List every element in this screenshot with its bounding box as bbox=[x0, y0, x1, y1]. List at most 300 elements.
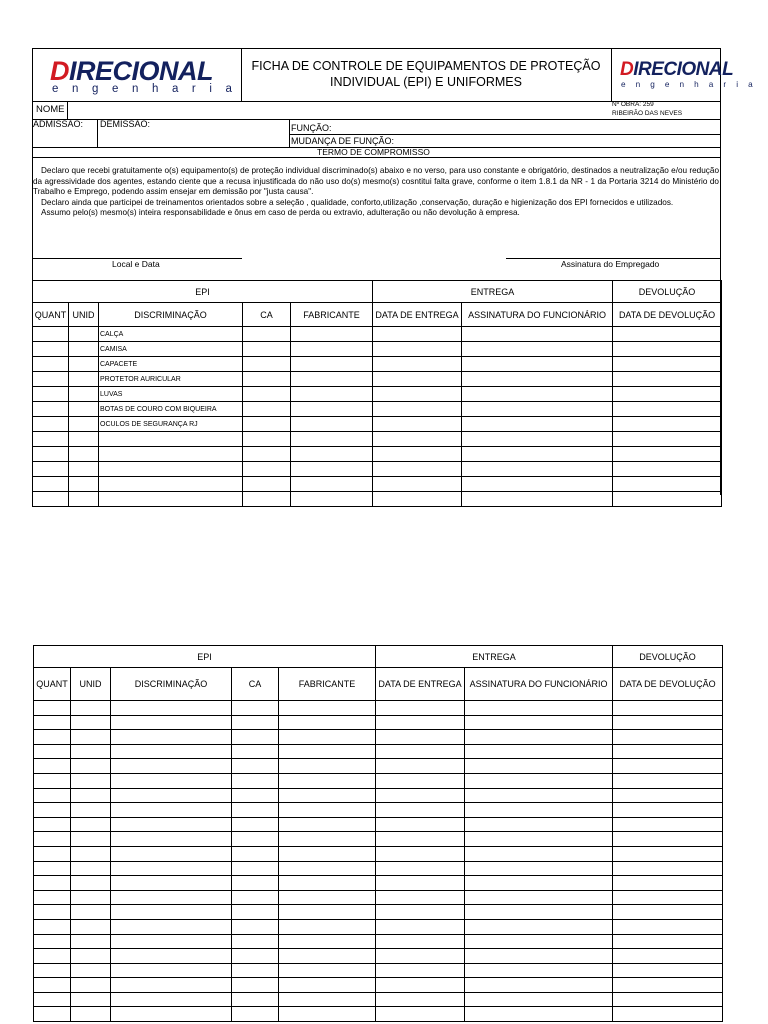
table-cell[interactable] bbox=[465, 846, 613, 861]
table-cell[interactable] bbox=[71, 876, 111, 891]
column-header: CA bbox=[243, 303, 291, 327]
table-cell[interactable] bbox=[33, 417, 69, 432]
item-description-cell[interactable]: CAPACETE bbox=[99, 357, 243, 372]
column-header: QUANT bbox=[34, 668, 71, 701]
table-cell[interactable] bbox=[34, 788, 71, 803]
table-cell[interactable] bbox=[34, 759, 71, 774]
table-cell[interactable] bbox=[613, 992, 723, 1007]
table-cell[interactable] bbox=[613, 788, 723, 803]
table-cell[interactable] bbox=[111, 905, 232, 920]
table-cell[interactable] bbox=[111, 963, 232, 978]
table-cell[interactable] bbox=[376, 934, 465, 949]
table-cell[interactable] bbox=[373, 357, 462, 372]
table-cell[interactable] bbox=[613, 477, 722, 492]
table-cell[interactable] bbox=[33, 372, 69, 387]
table-cell[interactable] bbox=[71, 905, 111, 920]
table-cell[interactable] bbox=[33, 432, 69, 447]
table-cell[interactable] bbox=[613, 934, 723, 949]
table-cell[interactable] bbox=[33, 327, 69, 342]
table-row bbox=[33, 402, 722, 417]
table-cell[interactable] bbox=[613, 978, 723, 993]
table-cell[interactable] bbox=[373, 327, 462, 342]
table-row bbox=[34, 949, 723, 964]
table-cell[interactable] bbox=[465, 978, 613, 993]
table-cell[interactable] bbox=[111, 934, 232, 949]
table-cell[interactable] bbox=[69, 447, 99, 462]
table-cell[interactable] bbox=[111, 759, 232, 774]
table-cell[interactable] bbox=[71, 803, 111, 818]
table-cell[interactable] bbox=[465, 861, 613, 876]
table-cell[interactable] bbox=[373, 372, 462, 387]
table-cell[interactable] bbox=[376, 846, 465, 861]
table-cell[interactable] bbox=[376, 715, 465, 730]
table-cell[interactable] bbox=[69, 357, 99, 372]
table-cell[interactable] bbox=[34, 817, 71, 832]
table-cell[interactable] bbox=[34, 963, 71, 978]
table-cell[interactable] bbox=[232, 846, 279, 861]
table-cell[interactable] bbox=[71, 890, 111, 905]
table-cell[interactable] bbox=[376, 773, 465, 788]
table-cell[interactable] bbox=[291, 432, 373, 447]
table-cell[interactable] bbox=[279, 919, 376, 934]
table-cell[interactable] bbox=[462, 357, 613, 372]
table-cell[interactable] bbox=[613, 803, 723, 818]
table-cell[interactable] bbox=[376, 978, 465, 993]
item-description-cell[interactable] bbox=[99, 432, 243, 447]
table-cell[interactable] bbox=[232, 773, 279, 788]
table-cell[interactable] bbox=[34, 1007, 71, 1022]
table-cell[interactable] bbox=[373, 477, 462, 492]
table-cell[interactable] bbox=[71, 861, 111, 876]
table-cell[interactable] bbox=[373, 387, 462, 402]
table-cell[interactable] bbox=[111, 817, 232, 832]
table-cell[interactable] bbox=[69, 492, 99, 507]
table-cell[interactable] bbox=[613, 963, 723, 978]
table-cell[interactable] bbox=[232, 1007, 279, 1022]
table-cell[interactable] bbox=[232, 817, 279, 832]
table-cell[interactable] bbox=[243, 327, 291, 342]
column-header: FABRICANTE bbox=[291, 303, 373, 327]
item-description-cell[interactable] bbox=[99, 462, 243, 477]
logo-letter: D bbox=[50, 56, 69, 86]
table-cell[interactable] bbox=[291, 447, 373, 462]
table-cell[interactable] bbox=[69, 402, 99, 417]
table-cell[interactable] bbox=[34, 919, 71, 934]
table-cell[interactable] bbox=[111, 890, 232, 905]
table-cell[interactable] bbox=[291, 477, 373, 492]
table-cell[interactable] bbox=[33, 477, 69, 492]
table-cell[interactable] bbox=[34, 846, 71, 861]
table-row bbox=[33, 342, 722, 357]
table-cell[interactable] bbox=[34, 744, 71, 759]
table-cell[interactable] bbox=[613, 890, 723, 905]
table-cell[interactable] bbox=[34, 701, 71, 716]
table-cell[interactable] bbox=[291, 372, 373, 387]
table-cell[interactable] bbox=[279, 934, 376, 949]
table-cell[interactable] bbox=[232, 715, 279, 730]
table-cell[interactable] bbox=[291, 417, 373, 432]
item-description-cell[interactable]: PROTETOR AURICULAR bbox=[99, 372, 243, 387]
column-header: UNID bbox=[71, 668, 111, 701]
table-cell[interactable] bbox=[376, 963, 465, 978]
table-cell[interactable] bbox=[465, 1007, 613, 1022]
table-cell[interactable] bbox=[69, 327, 99, 342]
item-description-cell[interactable] bbox=[99, 447, 243, 462]
table-cell[interactable] bbox=[232, 949, 279, 964]
table-cell[interactable] bbox=[279, 846, 376, 861]
table-cell[interactable] bbox=[111, 846, 232, 861]
table-cell[interactable] bbox=[613, 432, 722, 447]
table-cell[interactable] bbox=[613, 342, 722, 357]
table-cell[interactable] bbox=[111, 1007, 232, 1022]
table-cell[interactable] bbox=[111, 701, 232, 716]
table-cell[interactable] bbox=[613, 462, 722, 477]
table-cell[interactable] bbox=[71, 963, 111, 978]
table-cell[interactable] bbox=[71, 759, 111, 774]
table-cell[interactable] bbox=[291, 357, 373, 372]
table-cell[interactable] bbox=[33, 462, 69, 477]
table-cell[interactable] bbox=[279, 701, 376, 716]
table-cell[interactable] bbox=[69, 462, 99, 477]
table-cell[interactable] bbox=[232, 992, 279, 1007]
table-cell[interactable] bbox=[279, 759, 376, 774]
table-cell[interactable] bbox=[613, 817, 723, 832]
table-cell[interactable] bbox=[465, 992, 613, 1007]
table-cell[interactable] bbox=[34, 803, 71, 818]
table-cell[interactable] bbox=[613, 846, 723, 861]
item-description-cell[interactable] bbox=[99, 477, 243, 492]
table-cell[interactable] bbox=[291, 327, 373, 342]
table-cell[interactable] bbox=[34, 992, 71, 1007]
table-cell[interactable] bbox=[232, 934, 279, 949]
table-cell[interactable] bbox=[243, 342, 291, 357]
table-cell[interactable] bbox=[232, 730, 279, 745]
table-cell[interactable] bbox=[279, 715, 376, 730]
table-cell[interactable] bbox=[34, 861, 71, 876]
table-row bbox=[34, 817, 723, 832]
table-cell[interactable] bbox=[613, 1007, 723, 1022]
table-cell[interactable] bbox=[376, 701, 465, 716]
table-cell[interactable] bbox=[71, 919, 111, 934]
table-cell[interactable] bbox=[465, 890, 613, 905]
table-cell[interactable] bbox=[279, 992, 376, 1007]
table-cell[interactable] bbox=[373, 342, 462, 357]
table-row bbox=[34, 744, 723, 759]
company-logo-right bbox=[620, 59, 757, 94]
table-cell[interactable] bbox=[71, 832, 111, 847]
table-cell[interactable] bbox=[243, 402, 291, 417]
table-cell[interactable] bbox=[613, 715, 723, 730]
table-cell[interactable] bbox=[373, 447, 462, 462]
table-cell[interactable] bbox=[34, 730, 71, 745]
table-row bbox=[34, 905, 723, 920]
table-cell[interactable] bbox=[111, 715, 232, 730]
table-cell[interactable] bbox=[243, 387, 291, 402]
table-cell[interactable] bbox=[232, 978, 279, 993]
table-cell[interactable] bbox=[33, 492, 69, 507]
table-cell[interactable] bbox=[613, 357, 722, 372]
table-cell[interactable] bbox=[465, 788, 613, 803]
table-cell[interactable] bbox=[71, 1007, 111, 1022]
table-cell[interactable] bbox=[71, 934, 111, 949]
table-cell[interactable] bbox=[376, 832, 465, 847]
table-cell[interactable] bbox=[376, 919, 465, 934]
table-cell[interactable] bbox=[613, 905, 723, 920]
table-cell[interactable] bbox=[243, 477, 291, 492]
table-cell[interactable] bbox=[111, 978, 232, 993]
table-cell[interactable] bbox=[71, 992, 111, 1007]
column-header: CA bbox=[232, 668, 279, 701]
form-title-line1: FICHA DE CONTROLE DE EQUIPAMENTOS DE PROTEÇÃO bbox=[251, 59, 601, 73]
table-cell[interactable] bbox=[613, 949, 723, 964]
table-cell[interactable] bbox=[613, 387, 722, 402]
table-row bbox=[34, 978, 723, 993]
table-cell[interactable] bbox=[376, 1007, 465, 1022]
table-cell[interactable] bbox=[465, 919, 613, 934]
table-cell[interactable] bbox=[111, 919, 232, 934]
item-description-cell[interactable]: CAMISA bbox=[99, 342, 243, 357]
table-cell[interactable] bbox=[462, 417, 613, 432]
table-cell[interactable] bbox=[34, 949, 71, 964]
table-cell[interactable] bbox=[232, 876, 279, 891]
table-cell[interactable] bbox=[613, 417, 722, 432]
table-cell[interactable] bbox=[376, 759, 465, 774]
table-cell[interactable] bbox=[376, 876, 465, 891]
table-cell[interactable] bbox=[376, 817, 465, 832]
table-cell[interactable] bbox=[376, 992, 465, 1007]
table-cell[interactable] bbox=[291, 402, 373, 417]
table-row bbox=[33, 357, 722, 372]
table-cell[interactable] bbox=[71, 978, 111, 993]
table-cell[interactable] bbox=[243, 432, 291, 447]
table-cell[interactable] bbox=[34, 890, 71, 905]
table-cell[interactable] bbox=[71, 744, 111, 759]
table-cell[interactable] bbox=[279, 890, 376, 905]
table-cell[interactable] bbox=[232, 744, 279, 759]
table-cell[interactable] bbox=[465, 905, 613, 920]
table-cell[interactable] bbox=[376, 744, 465, 759]
item-description-cell[interactable]: LUVAS bbox=[99, 387, 243, 402]
table-cell[interactable] bbox=[33, 387, 69, 402]
table-cell[interactable] bbox=[232, 701, 279, 716]
table-cell[interactable] bbox=[232, 919, 279, 934]
table-cell[interactable] bbox=[33, 402, 69, 417]
table-cell[interactable] bbox=[465, 773, 613, 788]
table-cell[interactable] bbox=[462, 432, 613, 447]
mudanca-funcao-label: MUDANÇA DE FUNÇÃO: bbox=[291, 136, 395, 146]
table-cell[interactable] bbox=[232, 905, 279, 920]
table-cell[interactable] bbox=[465, 963, 613, 978]
table-cell[interactable] bbox=[34, 876, 71, 891]
table-cell[interactable] bbox=[613, 447, 722, 462]
table-cell[interactable] bbox=[465, 949, 613, 964]
group-header-epi: EPI bbox=[34, 646, 376, 668]
table-cell[interactable] bbox=[232, 788, 279, 803]
table-cell[interactable] bbox=[111, 773, 232, 788]
table-row bbox=[33, 417, 722, 432]
table-cell[interactable] bbox=[613, 773, 723, 788]
table-cell[interactable] bbox=[111, 744, 232, 759]
table-cell[interactable] bbox=[462, 327, 613, 342]
table-cell[interactable] bbox=[613, 919, 723, 934]
table-cell[interactable] bbox=[376, 730, 465, 745]
table-cell[interactable] bbox=[111, 876, 232, 891]
table-cell[interactable] bbox=[376, 788, 465, 803]
table-cell[interactable] bbox=[71, 701, 111, 716]
table-cell[interactable] bbox=[71, 949, 111, 964]
table-cell[interactable] bbox=[111, 803, 232, 818]
table-cell[interactable] bbox=[465, 817, 613, 832]
table-cell[interactable] bbox=[279, 803, 376, 818]
item-description-cell[interactable]: OCULOS DE SEGURANÇA RJ bbox=[99, 417, 243, 432]
table-cell[interactable] bbox=[613, 402, 722, 417]
table-cell[interactable] bbox=[34, 978, 71, 993]
table-cell[interactable] bbox=[613, 701, 723, 716]
table-cell[interactable] bbox=[279, 949, 376, 964]
table-cell[interactable] bbox=[465, 876, 613, 891]
table-cell[interactable] bbox=[613, 861, 723, 876]
table-cell[interactable] bbox=[462, 492, 613, 507]
table-row bbox=[34, 773, 723, 788]
table-cell[interactable] bbox=[465, 934, 613, 949]
table-cell[interactable] bbox=[462, 402, 613, 417]
table-cell[interactable] bbox=[69, 387, 99, 402]
epi-table-2 bbox=[33, 645, 723, 1022]
table-cell[interactable] bbox=[71, 788, 111, 803]
table-cell[interactable] bbox=[69, 417, 99, 432]
table-cell[interactable] bbox=[34, 773, 71, 788]
table-cell[interactable] bbox=[232, 963, 279, 978]
table-cell[interactable] bbox=[613, 492, 722, 507]
table-cell[interactable] bbox=[34, 832, 71, 847]
table-cell[interactable] bbox=[243, 492, 291, 507]
table-cell[interactable] bbox=[111, 992, 232, 1007]
table-cell[interactable] bbox=[291, 342, 373, 357]
table-cell[interactable] bbox=[232, 803, 279, 818]
table-cell[interactable] bbox=[111, 730, 232, 745]
table-cell[interactable] bbox=[232, 832, 279, 847]
item-description-cell[interactable]: BOTAS DE COURO COM BIQUEIRA bbox=[99, 402, 243, 417]
table-cell[interactable] bbox=[243, 372, 291, 387]
table-cell[interactable] bbox=[376, 949, 465, 964]
table-cell[interactable] bbox=[279, 978, 376, 993]
column-header: QUANT bbox=[33, 303, 69, 327]
table-cell[interactable] bbox=[279, 861, 376, 876]
table-cell[interactable] bbox=[69, 342, 99, 357]
table-cell[interactable] bbox=[613, 759, 723, 774]
table-cell[interactable] bbox=[465, 759, 613, 774]
table-row bbox=[33, 462, 722, 477]
table-cell[interactable] bbox=[376, 890, 465, 905]
table-cell[interactable] bbox=[243, 417, 291, 432]
table-cell[interactable] bbox=[376, 803, 465, 818]
table-cell[interactable] bbox=[279, 773, 376, 788]
column-header: DISCRIMINAÇÃO bbox=[111, 668, 232, 701]
table-cell[interactable] bbox=[291, 387, 373, 402]
table-cell[interactable] bbox=[243, 447, 291, 462]
table-cell[interactable] bbox=[232, 890, 279, 905]
table-cell[interactable] bbox=[33, 447, 69, 462]
table-cell[interactable] bbox=[279, 905, 376, 920]
table-cell[interactable] bbox=[71, 846, 111, 861]
table-cell[interactable] bbox=[462, 462, 613, 477]
table-cell[interactable] bbox=[279, 1007, 376, 1022]
table-cell[interactable] bbox=[462, 477, 613, 492]
table-cell[interactable] bbox=[279, 876, 376, 891]
table-cell[interactable] bbox=[34, 905, 71, 920]
table-cell[interactable] bbox=[69, 372, 99, 387]
column-header: FABRICANTE bbox=[279, 668, 376, 701]
table-cell[interactable] bbox=[373, 492, 462, 507]
table-cell[interactable] bbox=[34, 934, 71, 949]
table-cell[interactable] bbox=[279, 788, 376, 803]
table-cell[interactable] bbox=[373, 402, 462, 417]
table-cell[interactable] bbox=[613, 327, 722, 342]
table-cell[interactable] bbox=[465, 832, 613, 847]
table-cell[interactable] bbox=[613, 832, 723, 847]
item-description-cell[interactable]: CALÇA bbox=[99, 327, 243, 342]
table-cell[interactable] bbox=[71, 817, 111, 832]
table-cell[interactable] bbox=[71, 730, 111, 745]
table-cell[interactable] bbox=[462, 372, 613, 387]
table-cell[interactable] bbox=[33, 357, 69, 372]
table-cell[interactable] bbox=[243, 357, 291, 372]
table-row bbox=[34, 992, 723, 1007]
table-cell[interactable] bbox=[376, 905, 465, 920]
table-cell[interactable] bbox=[279, 744, 376, 759]
table-cell[interactable] bbox=[613, 876, 723, 891]
table-cell[interactable] bbox=[111, 788, 232, 803]
table-cell[interactable] bbox=[279, 817, 376, 832]
table-cell[interactable] bbox=[69, 477, 99, 492]
table-cell[interactable] bbox=[465, 803, 613, 818]
table-row bbox=[34, 803, 723, 818]
table-cell[interactable] bbox=[243, 462, 291, 477]
table-cell[interactable] bbox=[613, 744, 723, 759]
table-cell[interactable] bbox=[291, 492, 373, 507]
table-cell[interactable] bbox=[465, 744, 613, 759]
table-cell[interactable] bbox=[279, 730, 376, 745]
table-cell[interactable] bbox=[462, 447, 613, 462]
table-cell[interactable] bbox=[373, 417, 462, 432]
table-cell[interactable] bbox=[373, 432, 462, 447]
table-cell[interactable] bbox=[232, 861, 279, 876]
table-cell[interactable] bbox=[111, 861, 232, 876]
table-cell[interactable] bbox=[613, 372, 722, 387]
table-cell[interactable] bbox=[71, 773, 111, 788]
table-cell[interactable] bbox=[465, 730, 613, 745]
table-cell[interactable] bbox=[111, 949, 232, 964]
table-cell[interactable] bbox=[373, 462, 462, 477]
table-cell[interactable] bbox=[462, 387, 613, 402]
table-cell[interactable] bbox=[465, 701, 613, 716]
table-cell[interactable] bbox=[232, 759, 279, 774]
table-cell[interactable] bbox=[291, 462, 373, 477]
table-cell[interactable] bbox=[33, 342, 69, 357]
item-description-cell[interactable] bbox=[99, 492, 243, 507]
company-logo-left bbox=[50, 56, 238, 96]
table-cell[interactable] bbox=[613, 730, 723, 745]
table-cell[interactable] bbox=[71, 715, 111, 730]
table-cell[interactable] bbox=[69, 432, 99, 447]
table-cell[interactable] bbox=[111, 832, 232, 847]
table-cell[interactable] bbox=[376, 861, 465, 876]
table-cell[interactable] bbox=[465, 715, 613, 730]
table-cell[interactable] bbox=[462, 342, 613, 357]
table-cell[interactable] bbox=[279, 963, 376, 978]
table-cell[interactable] bbox=[34, 715, 71, 730]
table-cell[interactable] bbox=[279, 832, 376, 847]
